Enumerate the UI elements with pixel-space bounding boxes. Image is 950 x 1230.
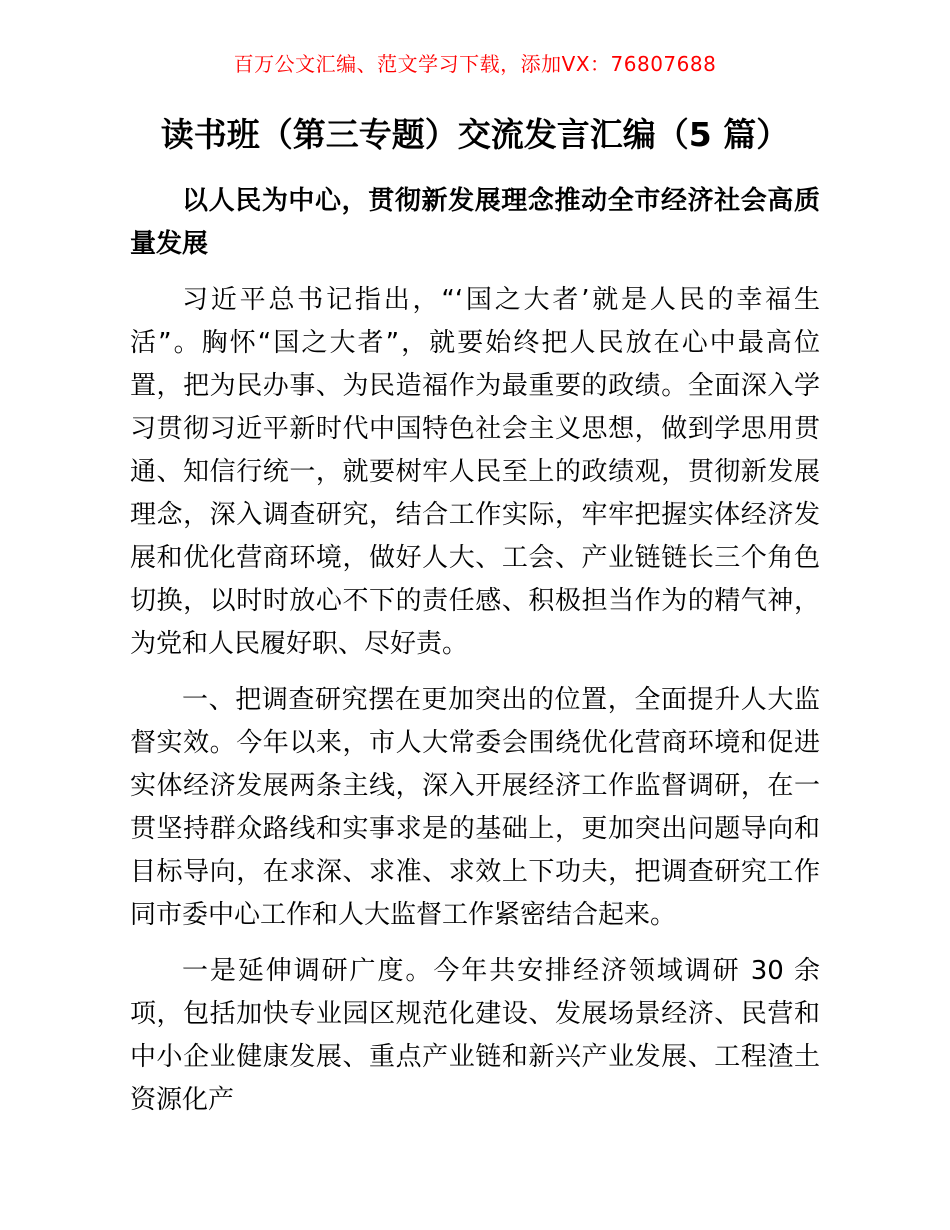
paragraph-point-one: 一是延伸调研广度。今年共安排经济领域调研 30 余项，包括加快专业园区规范化建设、发展场景经济、民营和中小企业健康发展、重点产业链和新兴产业发展、工程渣土资源化产 [130,956,820,1115]
document-body [130,180,820,1122]
document-title: 读书班（第三专题）交流发言汇编（5 篇） [160,115,790,154]
paragraph-intro: 习近平总书记指出，“‘国之大者’就是人民的幸福生活”。胸怀“国之大者”，就要始终把人民放在心中最高位置，把为民办事、为民造福作为最重要的政绩。全面深入学习贯彻习近平新时代中国特色社会主义思想，做到学思用贯通、知信行统一，就要树牢人民至上的政绩观，贯彻新发展理念，深入调查研究，结合工作实际，牢牢把握实体经济发展和优化营商环境，做好人大、工会、产业链链长三个角色切换，以时时放心不下的责任感、积极担当作为的精气神，为党和人民履好职、尽好责。 [130,285,820,659]
watermark-header: 百万公文汇编、范文学习下载，添加VX：76807688 [233,52,717,76]
paragraph-section-one: 一、把调查研究摆在更加突出的位置，全面提升人大监督实效。今年以来，市人大常委会围绕优化营商环境和促进实体经济发展两条主线，深入开展经济工作监督调研，在一贯坚持群众路线和实事求是的基础上，更加突出问题导向和目标导向，在求深、求准、求效上下功夫，把调查研究工作同市委中心工作和人大监督工作紧密结合起来。 [130,685,820,930]
article-subtitle: 以人民为中心，贯彻新发展理念推动全市经济社会高质量发展 [130,186,820,259]
